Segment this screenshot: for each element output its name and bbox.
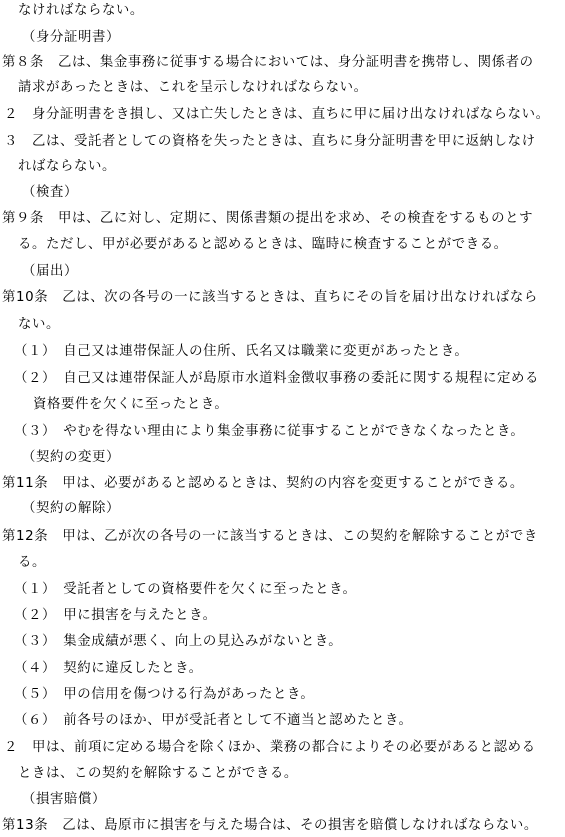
paragraph-line: ２ 身分証明書をき損し、又は亡失したときは、直ちに甲に届け出なければならない。 [4,107,550,122]
text-line: る。 [18,555,46,570]
section-heading: （損害賠償） [22,792,106,807]
article-line: 第９条 甲は、乙に対し、定期に、関係書類の提出を求め、その検査をするものとす [2,211,534,226]
text-line: ればならない。 [18,159,116,174]
list-item: （３） 集金成績が悪く、向上の見込みがないとき。 [14,634,343,649]
text-line: ときは、この契約を解除することができる。 [18,766,298,781]
text-line: ない。 [18,317,60,332]
text-line: る。ただし、甲が必要があると認めるときは、臨時に検査することができる。 [18,237,508,252]
article-line: 第８条 乙は、集金事務に従事する場合においては、身分証明書を携帯し、関係者の [2,55,534,70]
text-line: 請求があったときは、これを呈示しなければならない。 [18,80,368,95]
section-heading: （契約の解除） [22,501,120,516]
list-item: （１） 自己又は連帯保証人の住所、氏名又は職業に変更があったとき。 [14,344,469,359]
list-item: （５） 甲の信用を傷つける行為があったとき。 [14,687,315,702]
article-line: 第10条 乙は、次の各号の一に該当するときは、直ちにその旨を届け出なければなら [2,290,538,305]
article-line: 第11条 甲は、必要があると認めるときは、契約の内容を変更することができる。 [2,476,524,491]
list-item: （４） 契約に違反したとき。 [14,661,203,676]
list-item: （２） 自己又は連帯保証人が島原市水道料金徴収事務の委託に関する規程に定める [14,371,539,386]
section-heading: （届出） [22,264,78,279]
list-item: （１） 受託者としての資格要件を欠くに至ったとき。 [14,582,357,597]
section-heading: （検査） [22,185,78,200]
text-line: なければならない。 [18,3,144,18]
article-line: 第12条 甲は、乙が次の各号の一に該当するときは、この契約を解除することができ [2,529,538,544]
section-heading: （契約の変更） [22,450,120,465]
paragraph-line: ３ 乙は、受託者としての資格を失ったときは、直ちに身分証明書を甲に返納しなけ [4,134,536,149]
list-item: （６） 前各号のほか、甲が受託者として不適当と認めたとき。 [14,713,413,728]
list-item-continuation: 資格要件を欠くに至ったとき。 [33,397,229,412]
paragraph-line: ２ 甲は、前項に定める場合を除くほか、業務の都合によりその必要があると認める [4,740,536,755]
list-item: （２） 甲に損害を与えたとき。 [14,608,217,623]
article-line: 第13条 乙は、島原市に損害を与えた場合は、その損害を賠償しなければならない。 [2,818,538,833]
section-heading: （身分証明書） [22,30,120,45]
list-item: （３） やむを得ない理由により集金事務に従事することができなくなったとき。 [14,424,525,439]
